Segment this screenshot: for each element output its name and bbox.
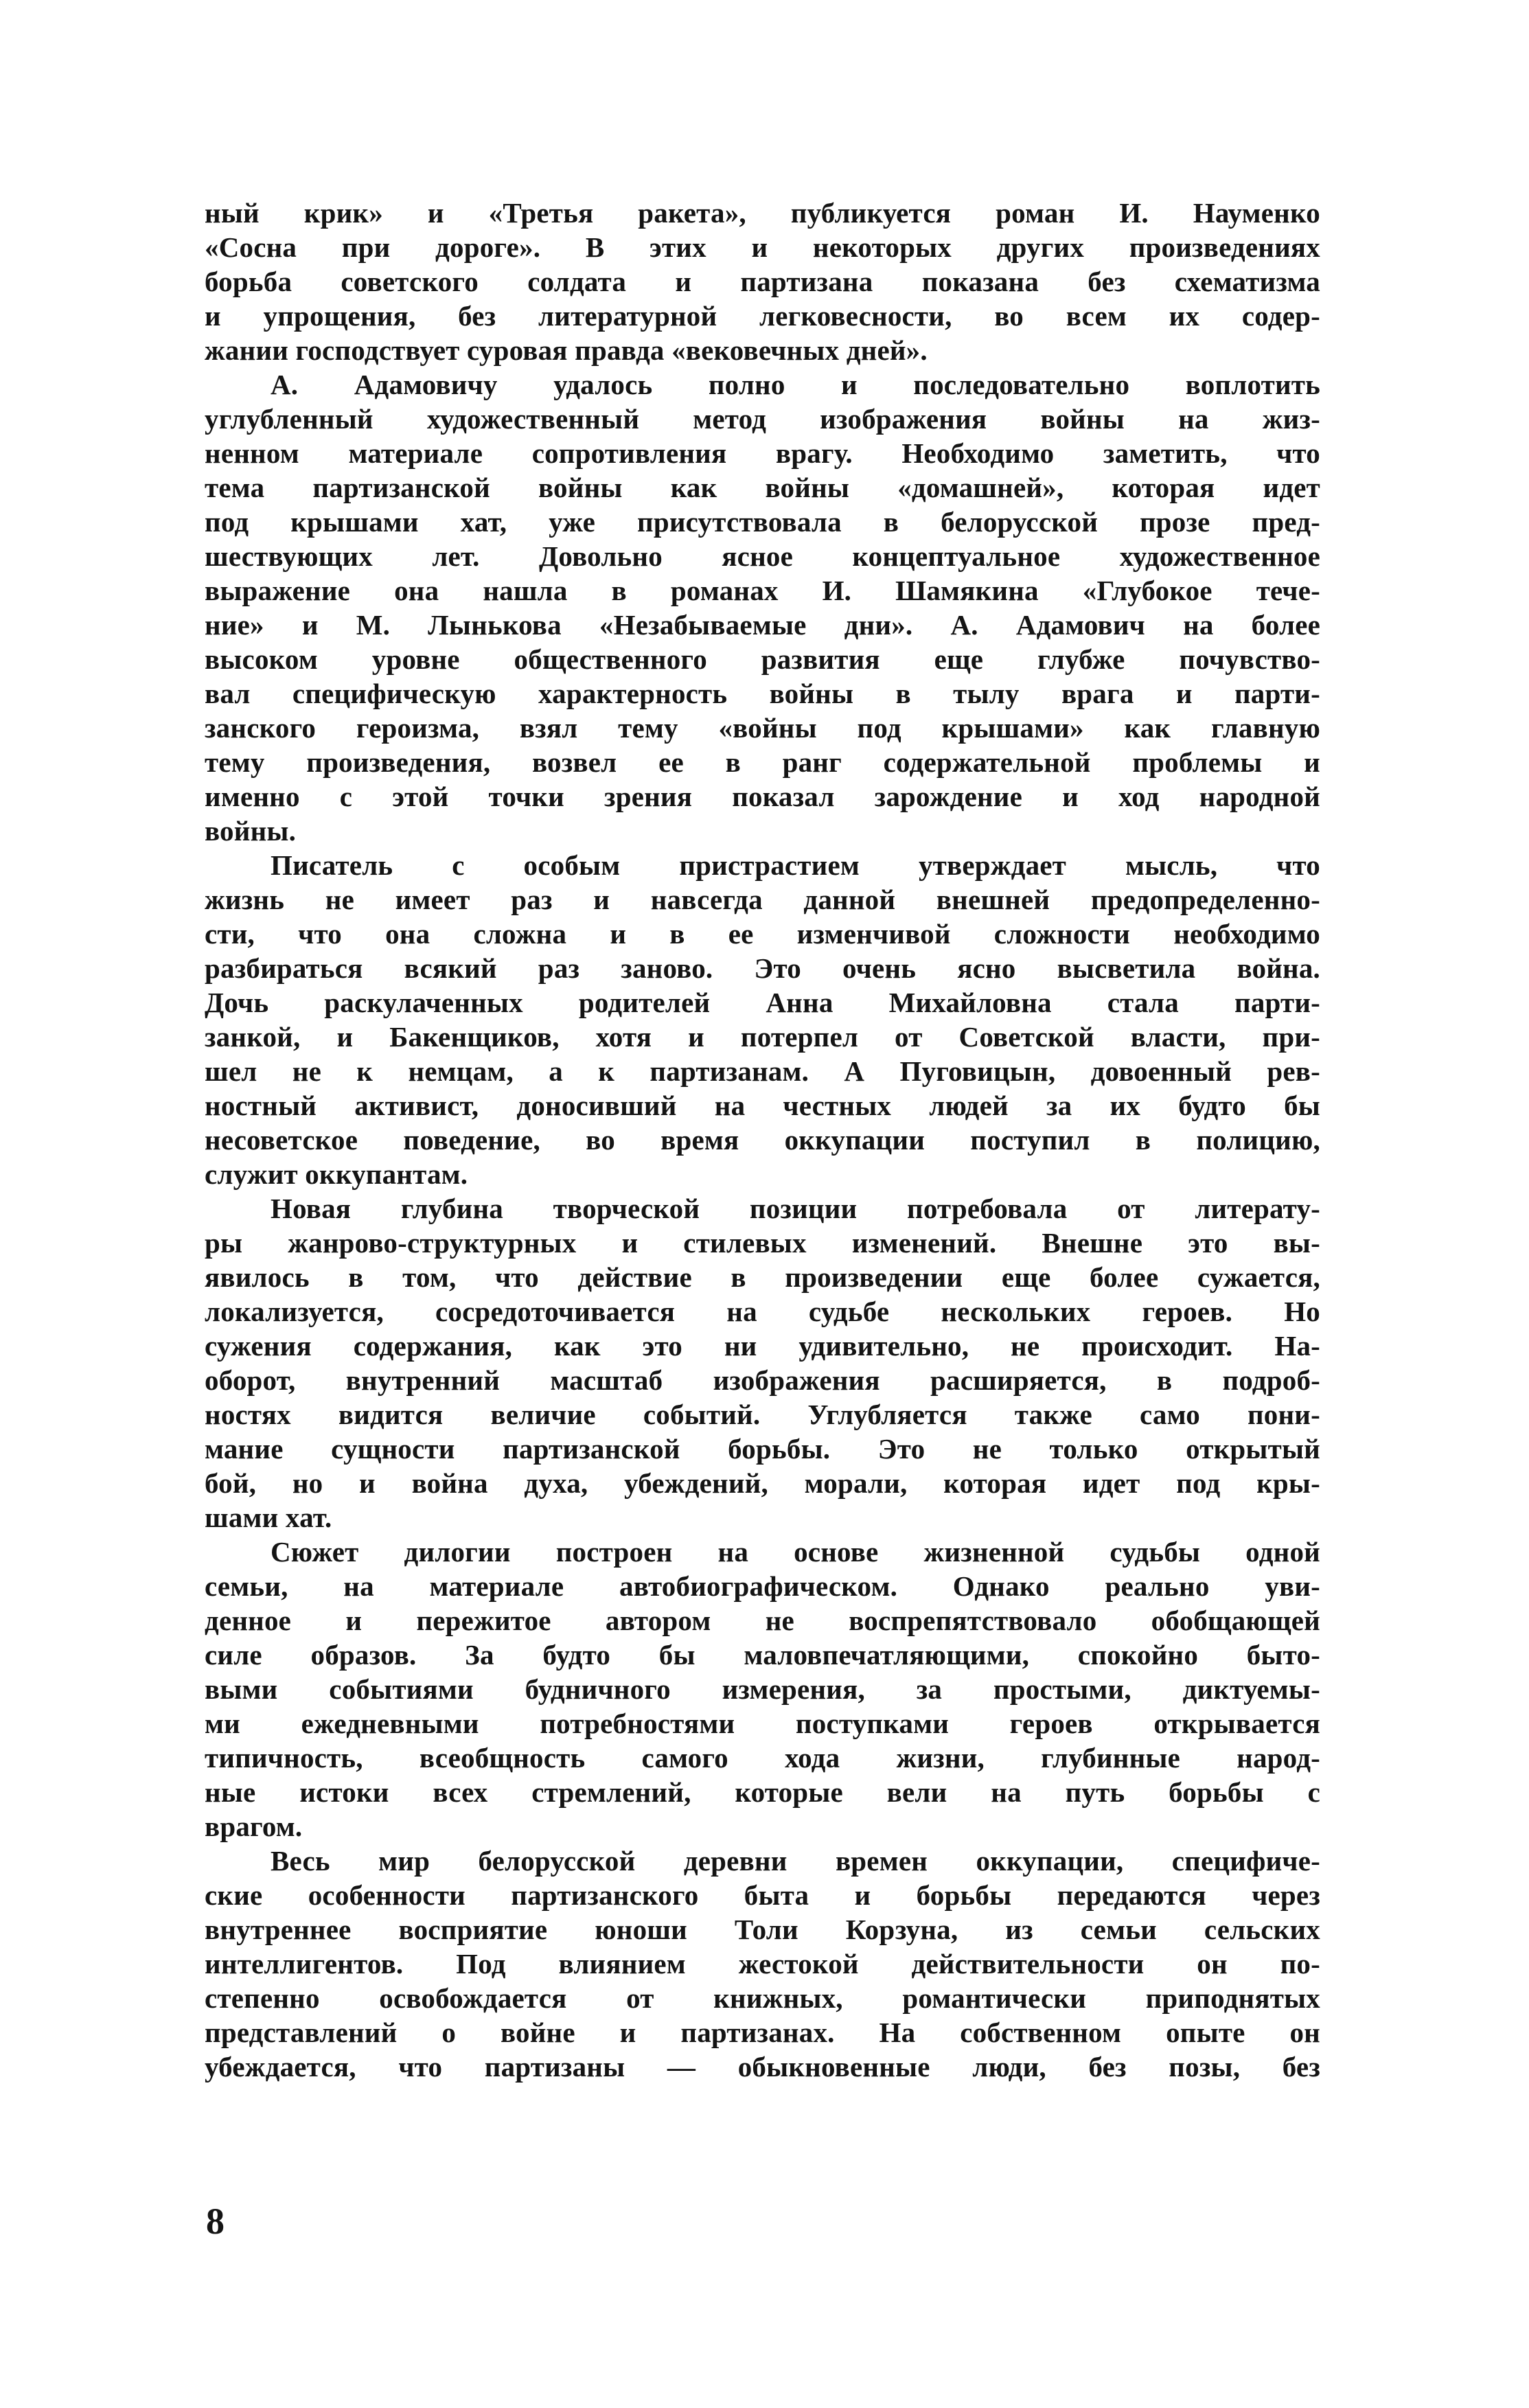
text-line: А. Адамовичу удалось полно и последовательно воплотить [271,369,1320,400]
text-line: несоветское поведение, во время оккупации поступил в полицию, [205,1124,1320,1156]
text-line: степенно освобождается от книжных, романтически приподнятых [205,1982,1320,2014]
text-line: занского героизма, взял тему «войны под крышами» как главную [205,712,1320,744]
text-line: ние» и М. Лынькова «Незабываемые дни». А. Адамович на более [205,609,1320,641]
text-line: явилось в том, что действие в произведении еще более сужается, [205,1261,1320,1293]
text-line: войны. [205,815,297,847]
text-line: Сюжет дилогии построен на основе жизненной судьбы одной [271,1536,1320,1568]
text-line: под крышами хат, уже присутствовала в белорусской прозе пред- [205,506,1320,538]
text-line: занкой, и Бакенщиков, хотя и потерпел от Советской власти, при- [205,1021,1320,1053]
text-line: шел не к немцам, а к партизанам. А Пуговицын, довоенный рев- [205,1055,1320,1087]
text-line: ностный активист, доносивший на честных людей за их будто бы [205,1090,1320,1121]
paragraph [205,196,1320,367]
text-line: борьба советского солдата и партизана показана без схематизма [205,266,1320,297]
paragraph [205,1535,1320,1844]
text-line: выражение она нашла в романах И. Шамякина «Глубокое тече- [205,575,1320,606]
text-line: шами хат. [205,1502,332,1533]
text-line: шествующих лет. Довольно ясное концептуальное художественное [205,540,1320,572]
text-line: Новая глубина творческой позиции потребовала от литерату- [271,1193,1320,1224]
text-line: внутреннее восприятие юноши Толи Корзуна, из семьи сельских [205,1914,1320,1945]
text-line: сужения содержания, как это ни удивительно, не происходит. На- [205,1330,1320,1362]
text-line: жизнь не имеет раз и навсегда данной внешней предопределенно- [205,884,1320,915]
text-line: «Сосна при дороге». В этих и некоторых других произведениях [205,231,1320,263]
text-line: ские особенности партизанского быта и борьбы передаются через [205,1879,1320,1911]
text-line: интеллигентов. Под влиянием жестокой действительности он по- [205,1948,1320,1980]
page-text [205,196,1320,2084]
text-line: типичность, всеобщность самого хода жизни, глубинные народ- [205,1742,1320,1774]
text-line: выми событиями будничного измерения, за простыми, диктуемы- [205,1673,1320,1705]
text-line: сти, что она сложна и в ее изменчивой сложности необходимо [205,918,1320,950]
text-line: тема партизанской войны как войны «домашней», которая идет [205,472,1320,503]
text-line: ми ежедневными потребностями поступками героев открывается [205,1708,1320,1739]
text-line: убеждается, что партизаны — обыкновенные люди, без позы, без [205,2051,1320,2083]
text-line: жании господствует суровая правда «вековечных дней». [205,334,928,366]
text-line: ный крик» и «Третья ракета», публикуется роман И. Науменко [205,197,1320,229]
paragraph [205,848,1320,1191]
text-line: ненном материале сопротивления врагу. Необходимо заметить, что [205,437,1320,469]
text-line: представлений о войне и партизанах. На собственном опыте он [205,2017,1320,2048]
text-line: денное и пережитое автором не воспрепятствовало обобщающей [205,1605,1320,1636]
text-line: тему произведения, возвел ее в ранг содержательной проблемы и [205,746,1320,778]
text-line: ностях видится величие событий. Углубляется также само пони- [205,1399,1320,1430]
text-line: бой, но и война духа, убеждений, морали, которая идет под кры- [205,1467,1320,1499]
text-line: вал специфическую характерность войны в тылу врага и парти- [205,678,1320,709]
page-number: 8 [206,2201,225,2242]
text-line: локализуется, сосредоточивается на судьбе нескольких героев. Но [205,1296,1320,1327]
text-line: и упрощения, без литературной легковесности, во всем их содер- [205,300,1320,332]
paragraph [205,1844,1320,2084]
paragraph [205,1191,1320,1535]
text-line: оборот, внутренний масштаб изображения расширяется, в подроб- [205,1364,1320,1396]
text-line: углубленный художественный метод изображения войны на жиз- [205,403,1320,435]
text-line: разбираться всякий раз заново. Это очень ясно высветила война. [205,952,1320,984]
text-line: Весь мир белорусской деревни времен оккупации, специфиче- [271,1845,1320,1877]
text-line: ры жанрово-структурных и стилевых изменений. Внешне это вы- [205,1227,1320,1259]
text-line: врагом. [205,1811,303,1842]
text-line: Дочь раскулаченных родителей Анна Михайловна стала парти- [205,987,1320,1018]
text-line: семьи, на материале автобиографическом. Однако реально уви- [205,1570,1320,1602]
paragraph [205,367,1320,848]
text-line: служит оккупантам. [205,1158,468,1190]
text-line: мание сущности партизанской борьбы. Это не только открытый [205,1433,1320,1465]
text-line: высоком уровне общественного развития еще глубже почувство- [205,643,1320,675]
text-line: силе образов. За будто бы маловпечатляющими, спокойно быто- [205,1639,1320,1671]
text-line: именно с этой точки зрения показал зарождение и ход народной [205,781,1320,812]
text-line: Писатель с особым пристрастием утверждает мысль, что [271,849,1320,881]
text-line: ные истоки всех стремлений, которые вели на путь борьбы с [205,1776,1320,1808]
